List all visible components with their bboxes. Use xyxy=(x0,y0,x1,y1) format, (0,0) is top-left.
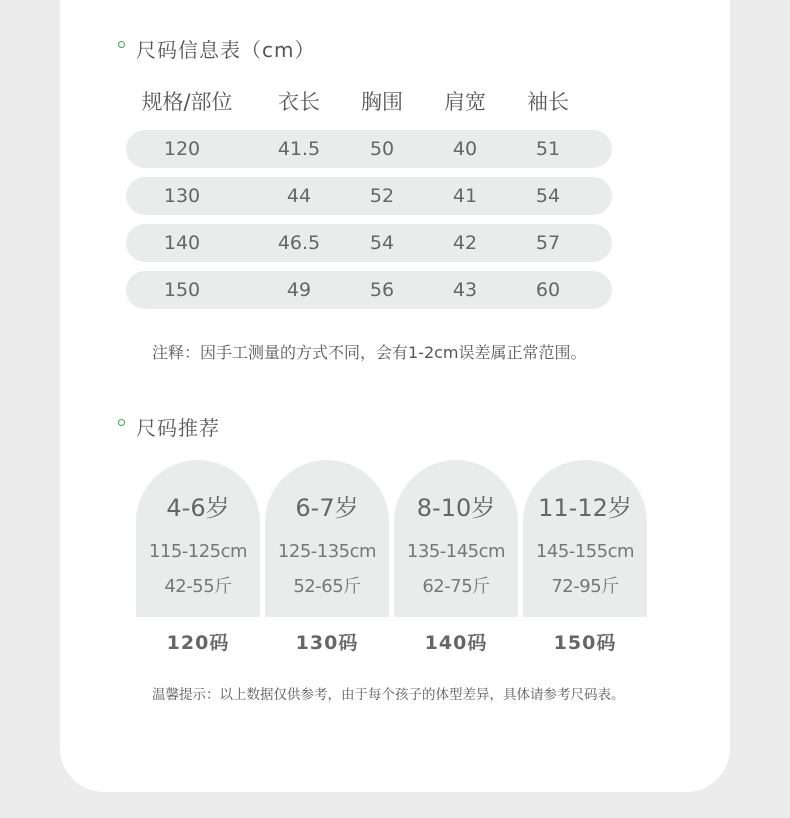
header-length: 衣长 xyxy=(278,90,320,114)
cell-shoulder: 40 xyxy=(452,138,478,160)
cell-shoulder: 41 xyxy=(452,185,478,207)
size-card xyxy=(523,460,647,617)
header-shoulder: 肩宽 xyxy=(444,90,486,114)
size-table-title: 尺码信息表（cm） xyxy=(136,38,316,62)
size-card xyxy=(136,460,260,617)
size-table-header xyxy=(0,86,790,116)
cell-sleeve: 54 xyxy=(535,185,561,207)
weight-range: 42-55斤 xyxy=(164,576,232,597)
weight-range: 72-95斤 xyxy=(551,576,619,597)
cell-chest: 54 xyxy=(369,232,395,254)
cell-spec: 130 xyxy=(163,185,201,207)
bullet-dot-icon xyxy=(118,419,125,426)
measurement-note: 注释：因手工测量的方式不同，会有1-2cm误差属正常范围。 xyxy=(152,343,587,362)
header-sleeve: 袖长 xyxy=(527,90,569,114)
header-spec: 规格/部位 xyxy=(141,90,233,114)
age-range: 4-6岁 xyxy=(166,494,230,522)
content-card xyxy=(60,0,730,792)
cell-spec: 120 xyxy=(163,138,201,160)
cell-chest: 56 xyxy=(369,279,395,301)
cell-chest: 52 xyxy=(369,185,395,207)
cell-sleeve: 60 xyxy=(535,279,561,301)
size-card xyxy=(394,460,518,617)
size-label: 140码 xyxy=(424,632,488,654)
cell-length: 41.5 xyxy=(277,138,321,160)
height-range: 125-135cm xyxy=(277,541,377,562)
cell-spec: 150 xyxy=(163,279,201,301)
age-range: 11-12岁 xyxy=(538,494,632,522)
cell-length: 44 xyxy=(286,185,312,207)
size-label: 130码 xyxy=(295,632,359,654)
age-range: 6-7岁 xyxy=(295,494,359,522)
cell-shoulder: 42 xyxy=(452,232,478,254)
recommend-title: 尺码推荐 xyxy=(136,416,220,440)
reference-tip: 温馨提示：以上数据仅供参考，由于每个孩子的体型差异，具体请参考尺码表。 xyxy=(152,687,625,703)
cell-sleeve: 51 xyxy=(535,138,561,160)
header-chest: 胸围 xyxy=(361,90,403,114)
cell-length: 49 xyxy=(286,279,312,301)
bullet-dot-icon xyxy=(118,41,125,48)
age-range: 8-10岁 xyxy=(416,494,496,522)
height-range: 135-145cm xyxy=(406,541,506,562)
size-table-heading xyxy=(118,34,315,63)
height-range: 145-155cm xyxy=(535,541,635,562)
table-row xyxy=(126,177,612,215)
cell-length: 46.5 xyxy=(277,232,321,254)
table-row xyxy=(126,224,612,262)
table-row xyxy=(126,130,612,168)
size-label: 120码 xyxy=(166,632,230,654)
cell-shoulder: 43 xyxy=(452,279,478,301)
weight-range: 62-75斤 xyxy=(422,576,490,597)
cell-spec: 140 xyxy=(163,232,201,254)
height-range: 115-125cm xyxy=(148,541,248,562)
cell-sleeve: 57 xyxy=(535,232,561,254)
weight-range: 52-65斤 xyxy=(293,576,361,597)
cell-chest: 50 xyxy=(369,138,395,160)
recommend-heading xyxy=(118,412,220,441)
size-label: 150码 xyxy=(553,632,617,654)
table-row xyxy=(126,271,612,309)
size-card xyxy=(265,460,389,617)
